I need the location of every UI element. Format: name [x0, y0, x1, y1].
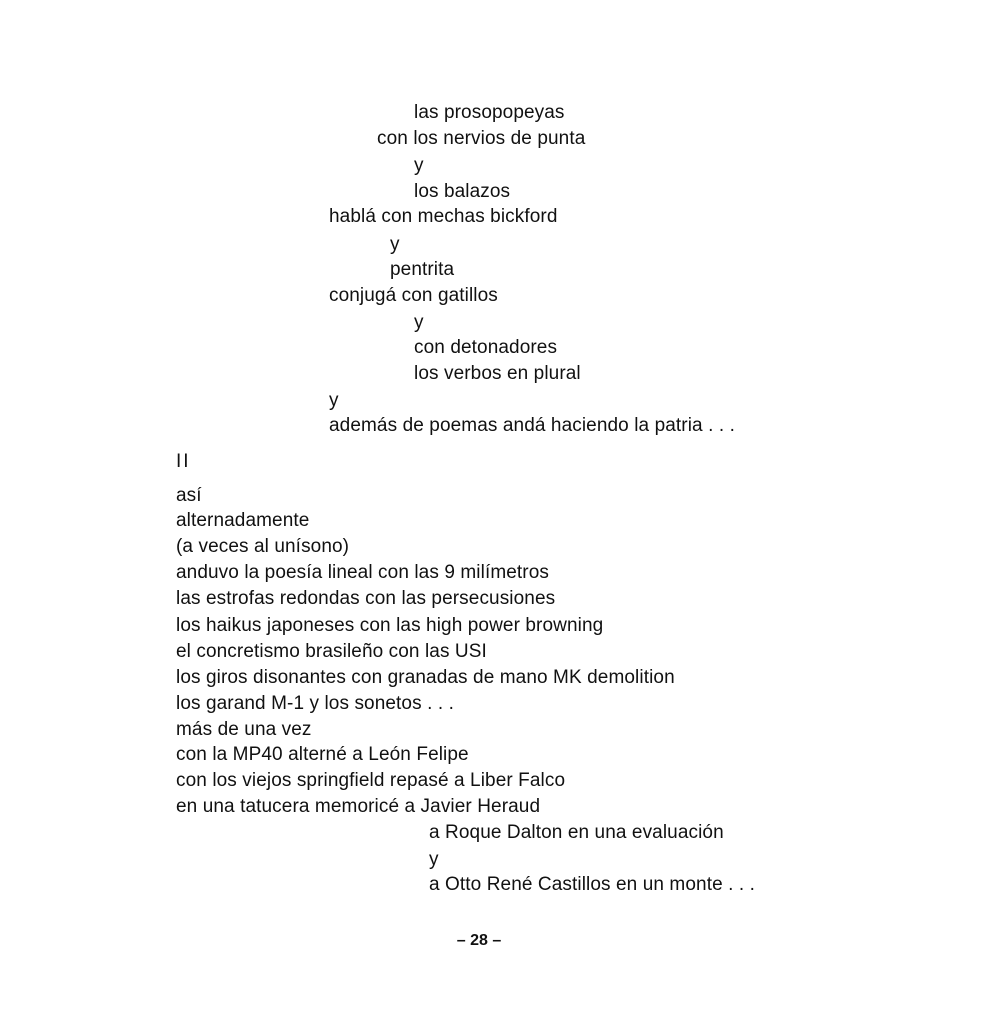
poem-line: a Roque Dalton en una evaluación: [429, 822, 724, 843]
poem-line: los verbos en plural: [414, 363, 581, 384]
poem-line: (a veces al unísono): [176, 536, 350, 557]
poem-line: y: [329, 390, 339, 411]
poem-line: y: [414, 155, 424, 176]
poem-line: las prosopopeyas: [414, 102, 565, 123]
poem-line: los haikus japoneses con las high power browning: [176, 615, 604, 636]
poem-line: y: [429, 849, 439, 870]
poem-line: hablá con mechas bickford: [329, 206, 558, 227]
poem-line: con los nervios de punta: [377, 128, 586, 149]
poem-line: más de una vez: [176, 719, 312, 740]
poem-line: conjugá con gatillos: [329, 285, 498, 306]
poem-line: con la MP40 alterné a León Felipe: [176, 744, 469, 765]
poem-line: en una tatucera memoricé a Javier Heraud: [176, 796, 541, 817]
poem-line: así: [176, 485, 202, 506]
poem-line: los balazos: [414, 181, 511, 202]
poem-line: el concretismo brasileño con las USI: [176, 641, 487, 662]
poem-line: a Otto René Castillos en un monte . . .: [429, 874, 756, 895]
poem-line: y: [390, 234, 400, 255]
poem-line: con detonadores: [414, 337, 558, 358]
page-number: – 28 –: [456, 932, 502, 949]
poem-line: los garand M-1 y los sonetos . . .: [176, 693, 454, 714]
poem-line: alternadamente: [176, 510, 310, 531]
poem-line: con los viejos springfield repasé a Liber Falco: [176, 770, 566, 791]
poem-line: anduvo la poesía lineal con las 9 milímetros: [176, 562, 549, 583]
poem-line: y: [414, 312, 424, 333]
poem-line: los giros disonantes con granadas de mano MK demolition: [176, 667, 675, 688]
poem-line: las estrofas redondas con las persecusiones: [176, 588, 556, 609]
section-marker: II: [176, 451, 191, 472]
poem-line: además de poemas andá haciendo la patria . . .: [329, 415, 735, 436]
poem-line: pentrita: [390, 259, 455, 280]
